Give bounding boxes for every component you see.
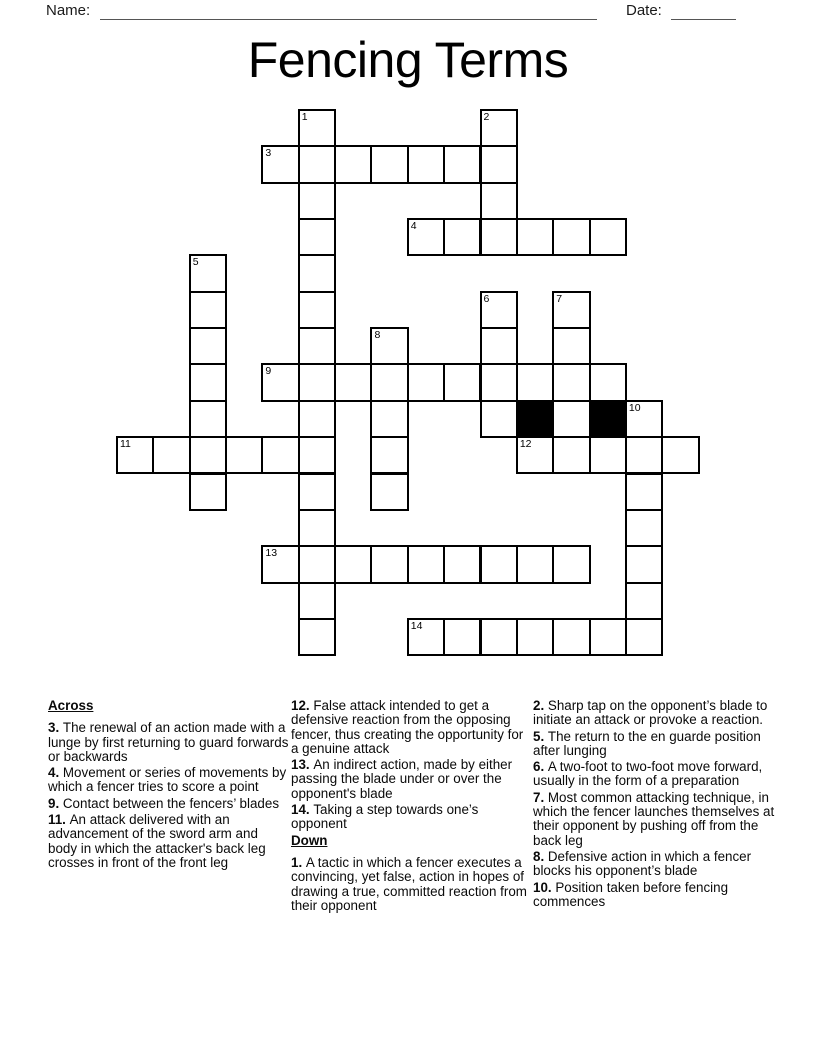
name-label: Name: [46,2,91,19]
grid-answer-cell[interactable] [443,145,481,183]
grid-answer-cell[interactable] [589,436,627,474]
grid-answer-cell[interactable] [552,618,590,656]
grid-answer-cell[interactable] [552,327,590,365]
grid-answer-cell[interactable] [407,145,445,183]
grid-answer-cell[interactable] [516,618,554,656]
grid-answer-cell[interactable] [298,509,336,547]
grid-answer-cell[interactable] [443,618,481,656]
grid-black-cell [516,400,554,438]
grid-answer-cell[interactable] [625,473,663,511]
grid-answer-cell[interactable] [298,291,336,329]
grid-answer-cell[interactable] [516,218,554,256]
grid-answer-cell[interactable] [370,145,408,183]
clue-number: 10. [533,879,556,895]
clues-column-2 [291,699,533,915]
grid-answer-cell[interactable] [407,363,445,401]
grid-answer-cell[interactable] [480,218,518,256]
grid-answer-cell[interactable] [189,327,227,365]
grid-answer-cell[interactable] [298,254,336,292]
grid-answer-cell[interactable] [661,436,699,474]
grid-answer-cell[interactable] [370,436,408,474]
grid-answer-cell[interactable] [298,327,336,365]
clue-6: 6. A two-foot to two-foot move forward, usually in the form of a preparation [533,759,763,789]
grid-answer-cell[interactable] [298,145,336,183]
clues-column-1 [48,699,290,872]
clue-number: 1. [291,854,306,870]
clue-11: 11. An attack delivered with an advancement of the sword arm and body in which the attacker's back leg crosses in front of the front leg [48,812,266,870]
grid-answer-cell[interactable] [552,400,590,438]
grid-answer-cell[interactable] [334,545,372,583]
clue-number: 7. [533,789,548,805]
grid-answer-cell[interactable] [516,363,554,401]
grid-answer-cell[interactable] [407,218,445,256]
grid-cell-number: 9 [265,365,272,378]
grid-answer-cell[interactable] [480,400,518,438]
grid-answer-cell[interactable] [370,400,408,438]
grid-answer-cell[interactable] [298,618,336,656]
date-label: Date: [626,2,662,19]
grid-answer-cell[interactable] [516,545,554,583]
grid-answer-cell[interactable] [480,618,518,656]
grid-answer-cell[interactable] [552,363,590,401]
clue-10: 10. Position taken before fencing commences [533,879,729,909]
grid-answer-cell[interactable] [298,109,336,147]
grid-answer-cell[interactable] [298,436,336,474]
clue-7: 7. Most common attacking technique, in which the fencer launches themselves at their opponent by pushing off from the back leg [533,789,775,848]
grid-cell-number: 5 [192,256,199,269]
clue-number: 6. [533,759,548,775]
clue-12: 12. False attack intended to get a defensive reaction from the opposing fencer, thus creating the opportunity for a genuine attack [291,698,524,756]
grid-answer-cell[interactable] [552,545,590,583]
grid-answer-cell[interactable] [370,473,408,511]
clues-column-3 [533,699,775,911]
grid-answer-cell[interactable] [480,109,518,147]
grid-answer-cell[interactable] [298,473,336,511]
grid-cell-number: 1 [301,111,308,123]
clue-number: 12. [291,698,314,713]
grid-answer-cell[interactable] [189,291,227,329]
grid-answer-cell[interactable] [552,436,590,474]
clue-9: 9. Contact between the fencers’ blades [48,795,280,811]
grid-answer-cell[interactable] [625,400,663,438]
grid-answer-cell[interactable] [370,327,408,365]
clue-5: 5. The return to the en guarde position after lunging [533,728,761,758]
grid-cell-number: 14 [410,619,423,632]
clue-number: 9. [48,795,63,811]
grid-answer-cell[interactable] [480,291,518,329]
grid-answer-cell[interactable] [370,545,408,583]
grid-answer-cell[interactable] [480,145,518,183]
across-header-label: Across [48,698,94,713]
grid-answer-cell[interactable] [552,291,590,329]
grid-answer-cell[interactable] [480,327,518,365]
grid-answer-cell[interactable] [480,182,518,220]
grid-answer-cell[interactable] [298,582,336,620]
grid-answer-cell[interactable] [443,363,481,401]
grid-answer-cell[interactable] [189,473,227,511]
grid-answer-cell[interactable] [625,618,663,656]
clue-number: 14. [291,802,314,818]
grid-answer-cell[interactable] [298,218,336,256]
clue-1: 1. A tactic in which a fencer executes a convincing, yet false, action in hopes of drawing a true, committed reaction from their opponent [291,854,527,913]
grid-answer-cell[interactable] [625,582,663,620]
grid-black-cell [589,400,627,438]
grid-answer-cell[interactable] [261,436,299,474]
clue-4: 4. Movement or series of movements by which a fencer tries to score a point [48,765,287,795]
grid-answer-cell[interactable] [298,545,336,583]
grid-cell-number: 10 [628,401,641,414]
grid-answer-cell[interactable] [298,400,336,438]
grid-answer-cell[interactable] [407,545,445,583]
grid-answer-cell[interactable] [334,145,372,183]
grid-cell-number: 2 [483,111,490,123]
clue-number: 11. [48,812,70,828]
grid-answer-cell[interactable] [189,363,227,401]
grid-answer-cell[interactable] [189,254,227,292]
grid-answer-cell[interactable] [189,436,227,474]
clue-number: 5. [533,728,548,744]
clue-13: 13. An indirect action, made by either passing the blade under or over the opponent's blade [291,757,513,801]
grid-answer-cell[interactable] [480,545,518,583]
grid-answer-cell[interactable] [334,363,372,401]
grid-answer-cell[interactable] [116,436,154,474]
grid-cell-number: 12 [519,438,532,451]
clue-number: 4. [48,765,63,781]
grid-cell-number: 7 [556,292,563,305]
grid-answer-cell[interactable] [298,182,336,220]
grid-cell-number: 11 [120,438,131,451]
grid-answer-cell[interactable] [443,218,481,256]
grid-answer-cell[interactable] [480,363,518,401]
grid-answer-cell[interactable] [152,436,190,474]
grid-cell-number: 4 [410,220,417,233]
grid-cell-number: 6 [483,292,490,305]
grid-answer-cell[interactable] [298,363,336,401]
grid-answer-cell[interactable] [625,545,663,583]
clue-number: 8. [533,848,548,864]
clue-2: 2. Sharp tap on the opponent’s blade to initiate an attack or provoke a reaction. [533,698,768,728]
grid-answer-cell[interactable] [225,436,263,474]
grid-answer-cell[interactable] [261,545,299,583]
clue-number: 2. [533,698,548,713]
clue-14: 14. Taking a step towards one’s opponent [291,802,479,832]
grid-answer-cell[interactable] [370,363,408,401]
grid-answer-cell[interactable] [516,436,554,474]
across-header [48,699,290,713]
grid-cell-number: 13 [265,547,278,560]
grid-answer-cell[interactable] [443,545,481,583]
grid-cell-number: 8 [374,329,381,342]
grid-answer-cell[interactable] [625,436,663,474]
grid-answer-cell[interactable] [189,400,227,438]
grid-answer-cell[interactable] [589,218,627,256]
grid-answer-cell[interactable] [261,145,299,183]
grid-answer-cell[interactable] [261,363,299,401]
clue-8: 8. Defensive action in which a fencer blocks his opponent’s blade [533,848,752,879]
grid-answer-cell[interactable] [552,218,590,256]
clue-3: 3. The renewal of an action made with a lunge by first returning to guard forwards or backwards [48,720,289,764]
clue-number: 13. [291,757,314,773]
down-header [291,834,533,848]
grid-cell-number: 3 [265,147,272,160]
grid-answer-cell[interactable] [625,509,663,547]
down-header-label: Down [291,832,328,848]
grid-answer-cell[interactable] [589,618,627,656]
clue-number: 3. [48,720,63,736]
page-title: Fencing Terms [247,32,569,88]
grid-answer-cell[interactable] [589,363,627,401]
grid-answer-cell[interactable] [407,618,445,656]
